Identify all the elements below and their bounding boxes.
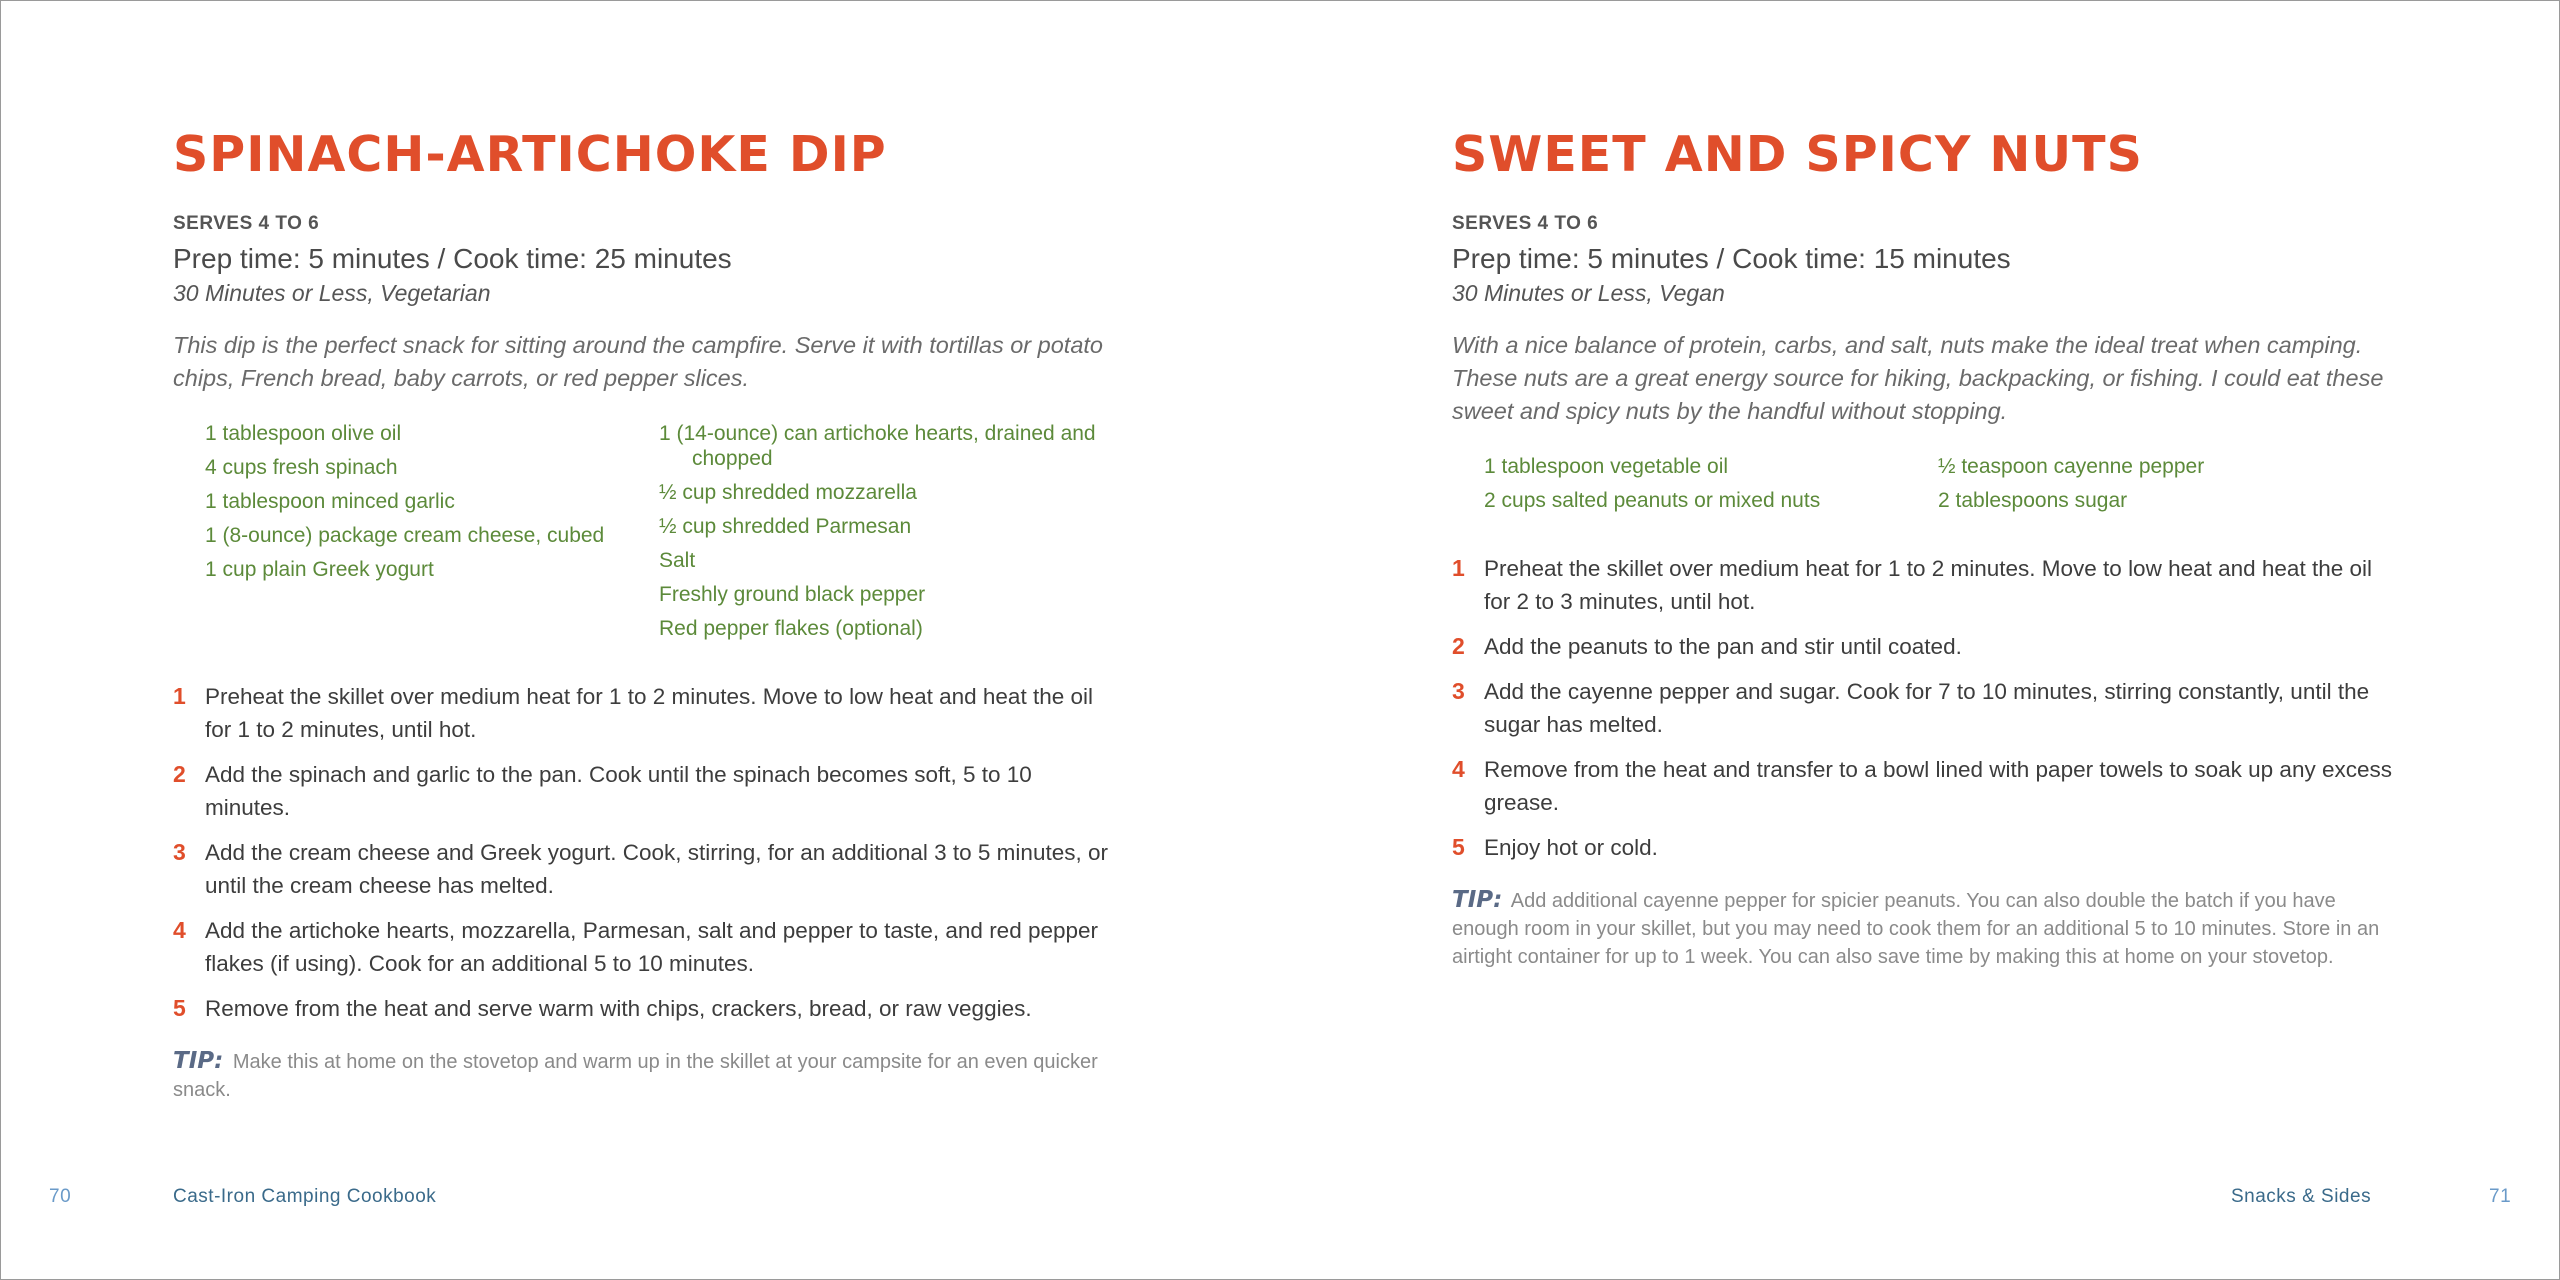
tip <box>1452 886 2392 971</box>
step-text: Enjoy hot or cold. <box>1484 835 1658 860</box>
ingredient-column-1 <box>1484 454 1938 522</box>
running-footer: Cast-Iron Camping Cookbook <box>173 1186 437 1207</box>
ingredient-item: 2 tablespoons sugar <box>1938 489 2128 512</box>
recipe-title: SPINACH-ARTICHOKE DIP <box>173 126 887 183</box>
ingredient-item: 1 (8-ounce) package cream cheese, cubed <box>205 524 605 547</box>
step-text: Add the cayenne pepper and sugar. Cook for 7 to 10 minutes, stirring constantly, until the sugar has melted. <box>1484 679 2370 737</box>
ingredient-item: Salt <box>659 549 696 572</box>
ingredient-item: 1 tablespoon olive oil <box>205 422 402 445</box>
step-item <box>173 758 1113 824</box>
step-item <box>1452 630 2392 663</box>
tip <box>173 1047 1113 1104</box>
ingredient-item: 2 cups salted peanuts or mixed nuts <box>1484 489 1821 512</box>
tip-text: Make this at home on the stovetop and warm up in the skillet at your campsite for an even quicker snack. <box>173 1051 1098 1101</box>
step-text: Add the peanuts to the pan and stir until coated. <box>1484 634 1962 659</box>
tip-text: Add additional cayenne pepper for spicier peanuts. You can also double the batch if you have enough room in your skillet, but you may need to cook them for an additional 5 to 10 minutes. Store in an airtight container for up to 1 week. You can also save time by making this at home on your stovetop. <box>1452 890 2380 968</box>
ingredient-item: 1 tablespoon minced garlic <box>205 490 455 513</box>
recipe-spinach-artichoke-dip <box>173 123 1113 1104</box>
ingredient-item: Freshly ground black pepper <box>659 583 926 606</box>
step-text: Remove from the heat and transfer to a bowl lined with paper towels to soak up any excess grease. <box>1484 757 2392 815</box>
prep-cook-time: Prep time: 5 minutes / Cook time: 15 minutes <box>1452 243 2011 274</box>
step-number: 4 <box>173 917 186 943</box>
recipe-sweet-and-spicy-nuts <box>1452 123 2392 971</box>
ingredient-item: ½ teaspoon cayenne pepper <box>1938 455 2205 478</box>
step-number: 1 <box>173 683 186 709</box>
ingredient-item: Red pepper flakes (optional) <box>659 617 923 640</box>
step-item <box>173 992 1113 1025</box>
step-number: 1 <box>1452 555 1465 581</box>
step-item <box>173 680 1113 746</box>
recipe-tags: 30 Minutes or Less, Vegetarian <box>173 280 491 306</box>
step-number: 4 <box>1452 756 1465 782</box>
ingredient-item: 1 cup plain Greek yogurt <box>205 558 434 581</box>
ingredient-list <box>1452 454 2392 522</box>
serves: SERVES 4 TO 6 <box>1452 213 1599 234</box>
prep-cook-time: Prep time: 5 minutes / Cook time: 25 minutes <box>173 243 732 274</box>
step-item <box>1452 552 2392 618</box>
step-item <box>1452 753 2392 819</box>
right-page <box>1280 1 2559 1279</box>
step-number: 2 <box>173 761 186 787</box>
recipe-title: SWEET AND SPICY NUTS <box>1452 126 2143 183</box>
step-item <box>173 836 1113 902</box>
step-list <box>1452 552 2392 864</box>
step-text: Add the cream cheese and Greek yogurt. Cook, stirring, for an additional 3 to 5 minutes, or until the cream cheese has melted. <box>205 840 1108 898</box>
step-number: 5 <box>173 995 186 1021</box>
ingredient-item: ½ cup shredded Parmesan <box>659 515 912 538</box>
ingredient-item: 4 cups fresh spinach <box>205 456 398 479</box>
ingredient-column-2 <box>1938 454 2392 522</box>
step-text: Add the spinach and garlic to the pan. Cook until the spinach becomes soft, 5 to 10 minutes. <box>205 762 1032 820</box>
step-text: Preheat the skillet over medium heat for 1 to 2 minutes. Move to low heat and heat the oil for 2 to 3 minutes, until hot. <box>1484 556 2372 614</box>
step-item <box>1452 831 2392 864</box>
page-number: 71 <box>2489 1186 2512 1207</box>
step-number: 2 <box>1452 633 1465 659</box>
step-number: 5 <box>1452 834 1465 860</box>
ingredient-item: 1 (14-ounce) can artichoke hearts, drained and chopped <box>659 422 1096 470</box>
step-number: 3 <box>1452 678 1465 704</box>
serves: SERVES 4 TO 6 <box>173 213 320 234</box>
recipe-intro: This dip is the perfect snack for sitting around the campfire. Serve it with tortillas or potato chips, French bread, baby carrots, or red pepper slices. <box>173 332 1103 391</box>
step-text: Preheat the skillet over medium heat for 1 to 2 minutes. Move to low heat and heat the oil for 1 to 2 minutes, until hot. <box>205 684 1093 742</box>
recipe-intro: With a nice balance of protein, carbs, and salt, nuts make the ideal treat when camping. These nuts are a great energy source for hiking, backpacking, or fishing. I could eat these sweet and spicy nuts by the handful without stopping. <box>1452 332 2384 424</box>
ingredient-item: ½ cup shredded mozzarella <box>659 481 917 504</box>
step-number: 3 <box>173 839 186 865</box>
ingredient-item: 1 tablespoon vegetable oil <box>1484 455 1729 478</box>
tip-label: TIP: <box>1452 887 1503 913</box>
step-text: Remove from the heat and serve warm with chips, crackers, bread, or raw veggies. <box>205 996 1032 1021</box>
step-list <box>173 680 1113 1025</box>
left-page <box>1 1 1280 1279</box>
step-item <box>173 914 1113 980</box>
running-footer: Snacks & Sides <box>2231 1186 2372 1207</box>
ingredient-column-2 <box>659 421 1113 650</box>
tip-label: TIP: <box>173 1048 224 1074</box>
step-text: Add the artichoke hearts, mozzarella, Parmesan, salt and pepper to taste, and red pepper flakes (if using). Cook for an additional 5 to 10 minutes. <box>205 918 1099 976</box>
page-number: 70 <box>49 1186 72 1207</box>
recipe-tags: 30 Minutes or Less, Vegan <box>1452 280 1725 306</box>
ingredient-list <box>173 421 1113 650</box>
ingredient-column-1 <box>205 421 659 650</box>
step-item <box>1452 675 2392 741</box>
